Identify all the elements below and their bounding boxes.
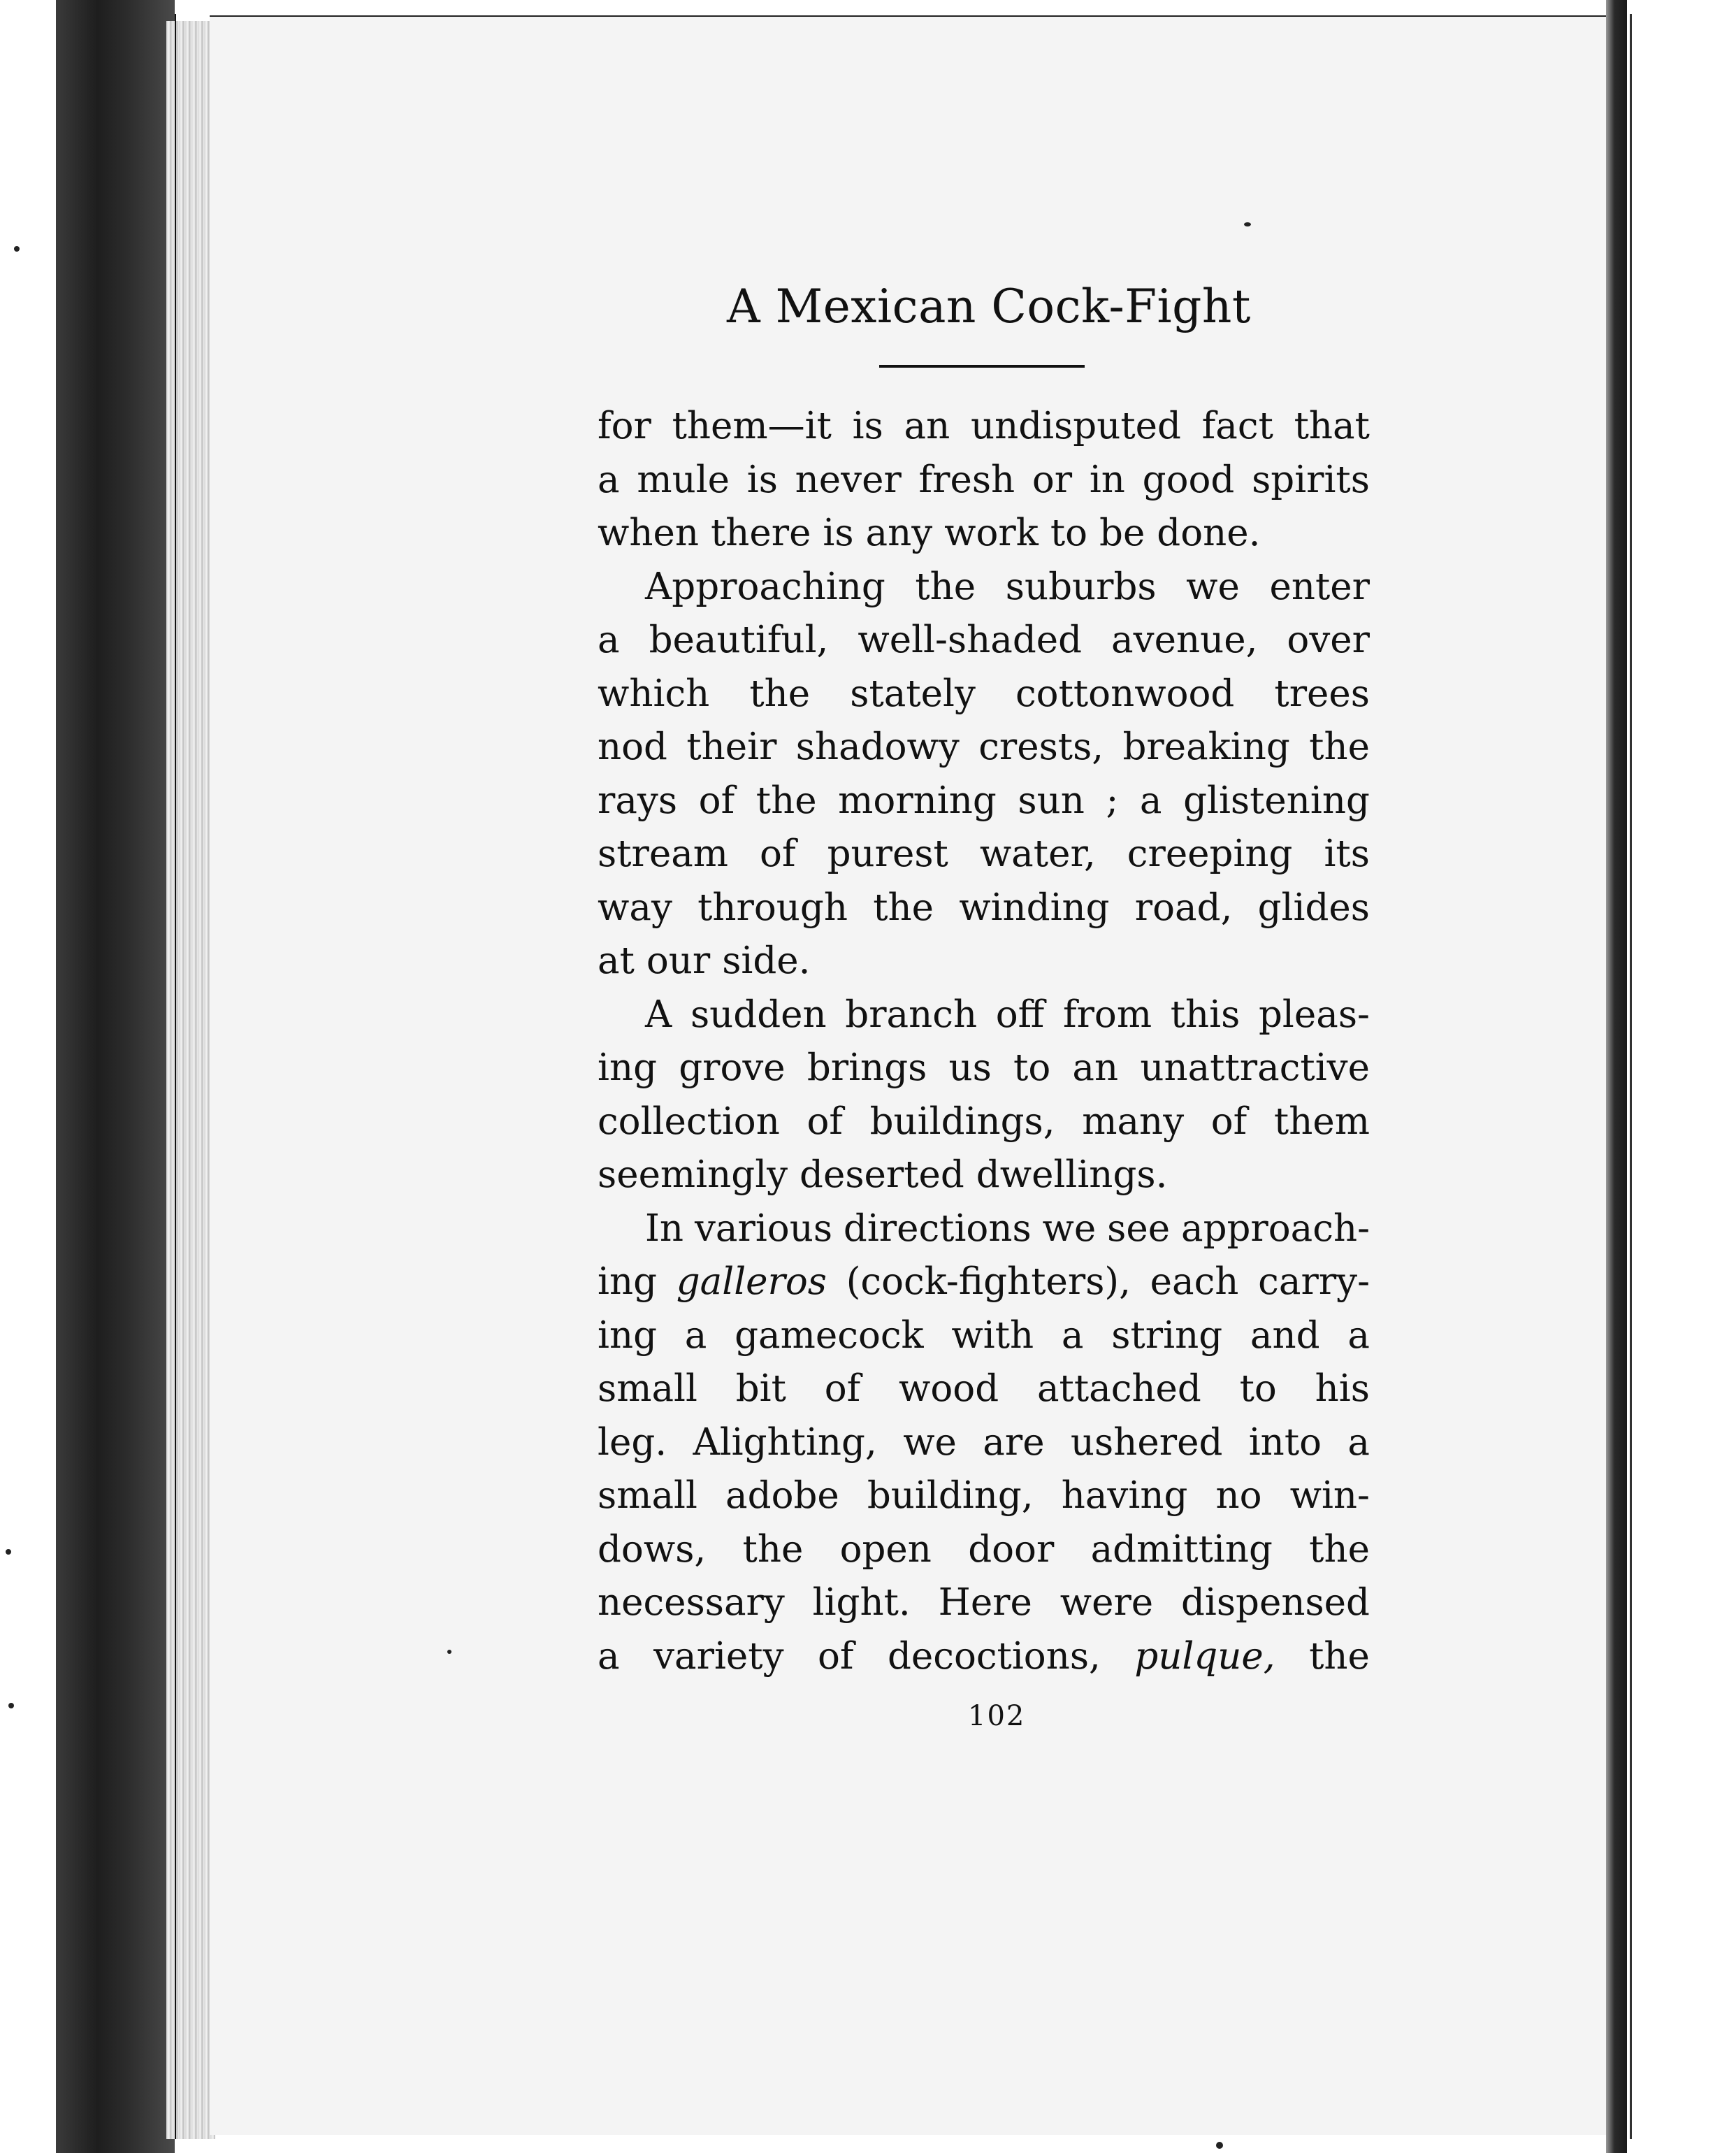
word: be: [1099, 512, 1145, 554]
word: his: [1315, 1367, 1370, 1410]
word: undisputed: [970, 405, 1181, 447]
word: when: [598, 512, 699, 554]
word: collection: [598, 1100, 780, 1143]
word: of: [817, 1634, 854, 1678]
word: spirits: [1252, 458, 1370, 501]
text-line: [598, 1523, 1370, 1577]
word: over: [1287, 619, 1370, 661]
word: a: [1139, 779, 1162, 822]
word: ing: [598, 1313, 658, 1357]
word: into: [1248, 1420, 1322, 1464]
word: win-: [1289, 1474, 1370, 1517]
word: stream: [598, 833, 729, 875]
word: to: [1013, 1046, 1051, 1089]
word: work: [944, 512, 1039, 554]
page-stack-edge: [175, 14, 176, 2139]
scan-speck: [6, 1549, 11, 1555]
word: the: [1309, 1634, 1370, 1678]
word: we: [1186, 565, 1240, 608]
scan-speck: [1216, 2142, 1223, 2149]
text-line: [598, 454, 1370, 507]
word: approach-: [1180, 1207, 1370, 1250]
word: stately: [850, 672, 976, 715]
word: wood: [899, 1367, 999, 1410]
scan-speck: [8, 1703, 14, 1708]
word: deserted: [800, 1153, 964, 1196]
word: the: [873, 886, 934, 929]
word: (cock-fighters),: [846, 1260, 1131, 1303]
text-line: [598, 1576, 1370, 1630]
word: a: [598, 458, 620, 501]
word: branch: [845, 993, 978, 1036]
word: them—it: [672, 405, 832, 447]
word: the: [1309, 726, 1370, 768]
word: of: [760, 833, 796, 875]
word: side.: [722, 939, 811, 982]
word: an: [1072, 1046, 1119, 1089]
word: morning: [838, 779, 997, 822]
text-line: [598, 561, 1370, 614]
word: is: [746, 458, 778, 501]
word: our: [646, 939, 711, 982]
word: crests,: [978, 726, 1104, 768]
word: brings: [806, 1046, 927, 1089]
word: enter: [1269, 565, 1370, 608]
word: there: [710, 512, 811, 554]
word: small: [598, 1367, 697, 1410]
word: glides: [1257, 886, 1370, 929]
word: ing: [598, 1046, 658, 1089]
word: admitting: [1090, 1527, 1273, 1571]
word: to: [1050, 512, 1088, 554]
scan-speck: [14, 246, 20, 252]
word: Here: [938, 1581, 1032, 1624]
word: of: [806, 1100, 843, 1143]
word: pleas-: [1259, 993, 1370, 1036]
page-stack: [166, 21, 215, 2139]
word: off: [995, 993, 1045, 1036]
word: door: [968, 1527, 1055, 1571]
word: pulque,: [1134, 1634, 1275, 1678]
word: never: [795, 458, 902, 501]
text-line: [598, 1309, 1370, 1363]
word: this: [1170, 993, 1240, 1036]
book-spine-edge: [56, 0, 175, 2153]
word: each: [1150, 1260, 1239, 1303]
text-line: [598, 614, 1370, 668]
word: any: [865, 512, 933, 554]
word: a: [684, 1313, 707, 1357]
word: see: [1107, 1207, 1171, 1250]
word: fresh: [918, 458, 1015, 501]
word: of: [824, 1367, 861, 1410]
word: leg.: [598, 1420, 667, 1464]
word: many: [1082, 1100, 1185, 1143]
word: we: [903, 1420, 957, 1464]
word: winding: [959, 886, 1110, 929]
word: no: [1215, 1474, 1262, 1517]
word: creeping: [1127, 833, 1293, 875]
word: of: [698, 779, 735, 822]
word: from: [1062, 993, 1152, 1036]
running-head: A Mexican Cock-Fight: [727, 280, 1251, 333]
book-gutter: [1606, 0, 1627, 2153]
word: light.: [812, 1581, 911, 1624]
word: a: [1061, 1313, 1084, 1357]
word: necessary: [598, 1581, 785, 1624]
word: the: [755, 779, 817, 822]
word: a: [1347, 1420, 1370, 1464]
text-line: [598, 1469, 1370, 1523]
word: a: [1347, 1313, 1370, 1357]
word: directions: [843, 1207, 1032, 1250]
word: well-shaded: [858, 619, 1083, 661]
word: Alighting,: [693, 1420, 877, 1464]
word: at: [598, 939, 635, 982]
scan-speck: [1244, 222, 1251, 226]
word: good: [1142, 458, 1235, 501]
text-line: [598, 668, 1370, 721]
word: adobe: [725, 1474, 839, 1517]
word: Approaching: [645, 565, 885, 608]
word: galleros: [676, 1260, 827, 1303]
word: A: [645, 993, 672, 1036]
word: and: [1250, 1313, 1320, 1357]
word: were: [1059, 1581, 1154, 1624]
word: having: [1061, 1474, 1188, 1517]
text-line: [598, 935, 1370, 988]
text-line: [598, 1095, 1370, 1149]
body-text: [598, 400, 1370, 1683]
word: done.: [1157, 512, 1261, 554]
text-line: [598, 721, 1370, 775]
facing-page-border: [1630, 14, 1632, 2139]
word: beautiful,: [649, 619, 829, 661]
word: seemingly: [598, 1153, 788, 1196]
text-line: [598, 1042, 1370, 1095]
facing-page-edge: [1627, 0, 1736, 2153]
word: mule: [637, 458, 730, 501]
word: building,: [867, 1474, 1034, 1517]
word: their: [686, 726, 777, 768]
word: shadowy: [795, 726, 960, 768]
word: bit: [735, 1367, 786, 1410]
text-line: [598, 1148, 1370, 1202]
word: is: [852, 405, 883, 447]
text-line: [598, 1202, 1370, 1256]
text-line: [598, 1362, 1370, 1416]
word: water,: [979, 833, 1096, 875]
word: a: [598, 1634, 620, 1678]
word: that: [1294, 405, 1370, 447]
word: avenue,: [1111, 619, 1258, 661]
word: dispensed: [1180, 1581, 1370, 1624]
word: In: [645, 1207, 684, 1250]
word: which: [598, 672, 710, 715]
scan-speck: [447, 1650, 451, 1654]
text-line: [598, 828, 1370, 881]
word: of: [1210, 1100, 1247, 1143]
word: gamecock: [735, 1313, 924, 1357]
text-line: [598, 400, 1370, 454]
text-line: [598, 1630, 1370, 1684]
word: the: [742, 1527, 804, 1571]
word: variety: [653, 1634, 784, 1678]
word: to: [1239, 1367, 1277, 1410]
page-number: 102: [968, 1700, 1026, 1732]
word: suburbs: [1005, 565, 1157, 608]
word: buildings,: [869, 1100, 1055, 1143]
word: cottonwood: [1015, 672, 1235, 715]
word: for: [598, 405, 651, 447]
word: various: [694, 1207, 833, 1250]
word: or: [1032, 458, 1073, 501]
word: small: [598, 1474, 697, 1517]
word: is: [823, 512, 854, 554]
word: purest: [827, 833, 948, 875]
word: trees: [1274, 672, 1370, 715]
word: an: [904, 405, 950, 447]
word: carry-: [1258, 1260, 1370, 1303]
word: dows,: [598, 1527, 707, 1571]
word: ushered: [1070, 1420, 1223, 1464]
word: we: [1042, 1207, 1097, 1250]
word: in: [1089, 458, 1125, 501]
word: string: [1111, 1313, 1223, 1357]
word: the: [1309, 1527, 1370, 1571]
word: are: [983, 1420, 1045, 1464]
word: the: [749, 672, 811, 715]
word: way: [598, 886, 672, 929]
word: unattractive: [1140, 1046, 1370, 1089]
word: us: [948, 1046, 992, 1089]
word: ing: [598, 1260, 658, 1303]
word: fact: [1201, 405, 1273, 447]
text-line: [598, 1416, 1370, 1470]
word: a: [598, 619, 620, 661]
word: them: [1273, 1100, 1370, 1143]
word: sudden: [690, 993, 827, 1036]
word: nod: [598, 726, 667, 768]
text-line: [598, 507, 1370, 561]
word: its: [1324, 833, 1370, 875]
word: glistening: [1183, 779, 1370, 822]
word: dwellings.: [976, 1153, 1168, 1196]
word: road,: [1134, 886, 1233, 929]
word: breaking: [1122, 726, 1290, 768]
text-line: [598, 775, 1370, 828]
word: rays: [598, 779, 678, 822]
word: ;: [1106, 779, 1119, 822]
word: through: [697, 886, 848, 929]
word: decoctions,: [887, 1634, 1101, 1678]
word: grove: [679, 1046, 786, 1089]
word: open: [839, 1527, 932, 1571]
text-line: [598, 881, 1370, 935]
word: attached: [1036, 1367, 1201, 1410]
word: the: [915, 565, 976, 608]
text-line: [598, 1255, 1370, 1309]
word: sun: [1018, 779, 1085, 822]
text-line: [598, 988, 1370, 1042]
head-rule: [879, 365, 1085, 368]
word: with: [951, 1313, 1034, 1357]
